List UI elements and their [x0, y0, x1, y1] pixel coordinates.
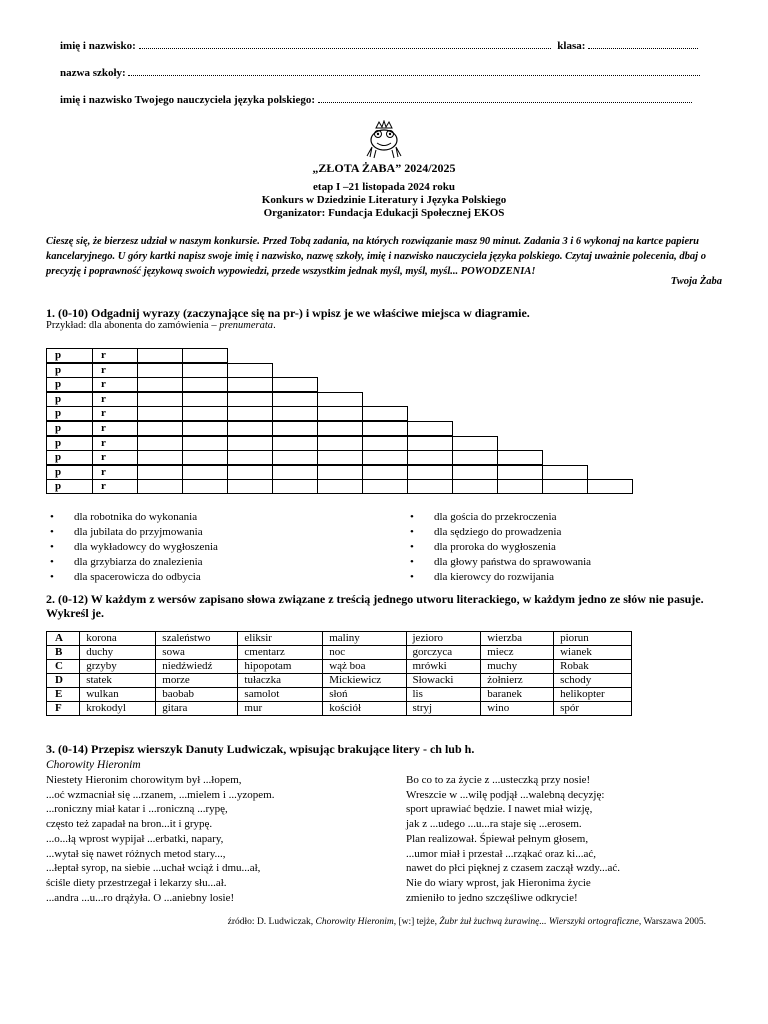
school-input-line[interactable]	[128, 75, 700, 76]
grid-cell[interactable]	[407, 421, 453, 436]
grid-cell[interactable]	[452, 436, 498, 451]
grid-cell[interactable]	[317, 465, 363, 480]
word-cell[interactable]: jezioro	[406, 632, 481, 646]
grid-cell[interactable]	[137, 348, 183, 363]
poem-line: Nie do wiary wprost, jak Hieronima życie	[406, 876, 591, 889]
poem-line: ...o...łą wprost wypijał ...erbatki, napary,	[46, 832, 224, 845]
word-cell[interactable]: tułaczka	[238, 674, 323, 688]
grid-cell[interactable]: p	[46, 363, 93, 378]
word-cell[interactable]: piorun	[554, 632, 632, 646]
contest-title: „ZŁOTA ŻABA” 2024/2025	[312, 161, 456, 175]
clue-item: • dla spacerowicza do odbycia	[46, 570, 366, 585]
grid-cell[interactable]: p	[46, 406, 93, 421]
word-cell[interactable]: muchy	[481, 660, 554, 674]
word-cell[interactable]: mur	[238, 702, 323, 716]
grid-cell[interactable]: p	[46, 421, 93, 436]
grid-cell[interactable]	[272, 479, 318, 494]
grid-cell[interactable]	[182, 392, 228, 407]
grid-cell[interactable]	[407, 436, 453, 451]
row-label: C	[47, 660, 80, 674]
row-label: A	[47, 632, 80, 646]
grid-cell[interactable]	[137, 392, 183, 407]
source-mid: , [w:] tejże,	[393, 917, 440, 927]
grid-cell[interactable]	[182, 450, 228, 465]
word-cell[interactable]: stryj	[406, 702, 481, 716]
grid-cell[interactable]	[227, 406, 273, 421]
word-cell[interactable]: wulkan	[80, 688, 156, 702]
name-field-row	[60, 40, 698, 52]
grid-cell[interactable]	[137, 450, 183, 465]
grid-cell[interactable]	[317, 406, 363, 421]
grid-cell[interactable]	[182, 406, 228, 421]
grid-cell[interactable]	[227, 479, 273, 494]
grid-cell[interactable]	[272, 465, 318, 480]
grid-cell[interactable]	[452, 479, 498, 494]
teacher-input-line[interactable]	[318, 102, 692, 103]
grid-cell[interactable]	[272, 436, 318, 451]
words-table	[46, 631, 632, 716]
name-label: imię i nazwisko:	[60, 40, 136, 52]
grid-cell[interactable]: r	[92, 363, 138, 378]
word-cell[interactable]: wierzba	[481, 632, 554, 646]
poem-line: ściśle diety przestrzegał i lekarzy słu...ał.	[46, 876, 227, 889]
word-cell[interactable]: statek	[80, 674, 156, 688]
row-label: B	[47, 646, 80, 660]
word-cell[interactable]: helikopter	[554, 688, 632, 702]
grid-cell[interactable]	[497, 465, 543, 480]
q1-example	[46, 320, 276, 331]
grid-cell[interactable]: p	[46, 392, 93, 407]
class-input-line[interactable]	[588, 48, 698, 49]
word-cell[interactable]: miecz	[481, 646, 554, 660]
word-cell[interactable]: Robak	[554, 660, 632, 674]
poem-title: Chorowity Hieronim	[46, 759, 141, 771]
grid-cell[interactable]	[182, 363, 228, 378]
poem-line: ...umor miał i przestał ...rząkać oraz ki...ać,	[406, 847, 596, 860]
grid-cell[interactable]	[137, 465, 183, 480]
contest-name: Konkurs w Dziedzinie Literatury i Języka Polskiego	[261, 194, 507, 206]
poem-line: Plan realizował. Śpiewał pełnym głosem,	[406, 832, 589, 845]
word-cell[interactable]: wąż boa	[323, 660, 406, 674]
grid-cell[interactable]	[542, 479, 588, 494]
grid-cell[interactable]: r	[92, 377, 138, 392]
grid-cell[interactable]	[182, 421, 228, 436]
grid-cell[interactable]	[362, 465, 408, 480]
grid-cell[interactable]	[362, 479, 408, 494]
row-label: D	[47, 674, 80, 688]
poem-line: Niestety Hieronim chorowitym był ...łopem,	[46, 774, 242, 786]
poem-right-column	[406, 773, 620, 905]
clue-item: • dla robotnika do wykonania	[46, 510, 366, 525]
clue-item: • dla gościa do przekroczenia	[406, 510, 726, 525]
grid-cell[interactable]	[137, 377, 183, 392]
grid-cell[interactable]: r	[92, 348, 138, 363]
grid-cell[interactable]	[227, 363, 273, 378]
q1-example-answer: prenumerata	[219, 320, 274, 331]
word-cell[interactable]: maliny	[323, 632, 406, 646]
word-cell[interactable]: cmentarz	[238, 646, 323, 660]
grid-cell[interactable]	[317, 450, 363, 465]
word-cell[interactable]: eliksir	[238, 632, 323, 646]
frog-crown-icon	[362, 120, 406, 160]
grid-cell[interactable]: r	[92, 406, 138, 421]
intro-text: Cieszę się, że bierzesz udział w naszym konkursie. Przed Tobą zadania, na których rozwiązanie masz 90 minut. Zadania 3 i 6 wykonaj na kartce papieru kancelaryjnego. U góry kartki napisz swoje imię i nazwisko, nazwę szkoły, imię i nazwisko nauczyciela języka polskiego. Czytaj uważnie polecenia, dbaj o precyzję i poprawność językową swoich wypowiedzi, przede wszystkim jednak myśl, myśl, myśl... POWODZENIA!	[46, 236, 706, 277]
word-cell[interactable]: Słowacki	[406, 674, 481, 688]
poem-line: zmieniło to jedno szczęśliwe odkrycie!	[406, 891, 578, 904]
grid-cell[interactable]	[137, 406, 183, 421]
grid-cell[interactable]	[587, 479, 633, 494]
grid-cell[interactable]	[317, 479, 363, 494]
poem-line: ...roniczny miał katar i ...roniczną ...rypę,	[46, 803, 228, 816]
q3-title: 3. (0-14) Przepisz wierszyk Danuty Ludwiczak, wpisując brakujące litery - ch lub h.	[46, 742, 475, 756]
table-row	[47, 632, 632, 646]
grid-cell[interactable]	[497, 450, 543, 465]
table-row	[47, 674, 632, 688]
word-cell[interactable]: samolot	[238, 688, 323, 702]
word-cell[interactable]: słoń	[323, 688, 406, 702]
grid-cell[interactable]: r	[92, 465, 138, 480]
word-cell[interactable]: duchy	[80, 646, 156, 660]
word-cell[interactable]: korona	[80, 632, 156, 646]
source-citation	[228, 917, 706, 927]
row-label: E	[47, 688, 80, 702]
q1-clues-right	[406, 510, 726, 585]
grid-cell[interactable]	[317, 421, 363, 436]
grid-cell[interactable]: p	[46, 436, 93, 451]
grid-cell[interactable]	[137, 363, 183, 378]
poem-line: sport uprawiać będzie. I nawet miał wizję,	[406, 803, 593, 816]
table-row	[47, 660, 632, 674]
source-book: Żubr żuł żuchwą żurawinę... Wierszyki ortograficzne	[439, 917, 639, 927]
grid-cell[interactable]	[227, 436, 273, 451]
grid-cell[interactable]	[272, 421, 318, 436]
poem-line: jak z ...udego ...u...ra staje się ...erosem.	[406, 818, 582, 831]
row-label: F	[47, 702, 80, 716]
teacher-label: imię i nazwisko Twojego nauczyciela języka polskiego:	[60, 94, 316, 106]
q2-title: 2. (0-12) W każdym z wersów zapisano słowa związane z treścią jednego utworu literackiego, w każdym jedno ze słów nie pasuje. Wykreśl je.	[46, 592, 704, 620]
grid-cell[interactable]	[137, 479, 183, 494]
poem-line: Wreszcie w ...wilę podjął ...walebną decyzję:	[406, 788, 605, 801]
clue-item: • dla jubilata do przyjmowania	[46, 525, 366, 540]
grid-cell[interactable]	[407, 479, 453, 494]
table-row	[47, 646, 632, 660]
grid-cell[interactable]	[137, 421, 183, 436]
grid-cell[interactable]: r	[92, 392, 138, 407]
clue-item: • dla proroka do wygłoszenia	[406, 540, 726, 555]
grid-cell[interactable]	[317, 392, 363, 407]
q1-example-suffix: .	[273, 320, 276, 331]
word-cell[interactable]: niedźwiedź	[156, 660, 238, 674]
grid-cell[interactable]	[452, 465, 498, 480]
word-cell[interactable]: sowa	[156, 646, 238, 660]
word-cell[interactable]: gorczyca	[406, 646, 481, 660]
grid-cell[interactable]	[182, 377, 228, 392]
grid-cell[interactable]	[542, 465, 588, 480]
source-title: Chorowity Hieronim	[315, 917, 394, 927]
poem-line: często też zapadał na bron...it i grypę.	[46, 818, 213, 831]
word-cell[interactable]: spór	[554, 702, 632, 716]
grid-cell[interactable]: p	[46, 377, 93, 392]
grid-cell[interactable]: p	[46, 450, 93, 465]
grid-cell[interactable]	[182, 465, 228, 480]
grid-cell[interactable]	[407, 465, 453, 480]
grid-cell[interactable]: r	[92, 421, 138, 436]
grid-cell[interactable]: p	[46, 465, 93, 480]
clue-item: • dla głowy państwa do sprawowania	[406, 555, 726, 570]
contest-stage: etap I –21 listopada 2024 roku	[313, 181, 455, 193]
grid-cell[interactable]	[317, 436, 363, 451]
word-cell[interactable]: krokodyl	[80, 702, 156, 716]
poem-line: ...łeptał syrop, na siebie ...uchał wciąż i dmu...ał,	[46, 862, 261, 875]
grid-cell[interactable]	[362, 436, 408, 451]
grid-cell[interactable]: r	[92, 450, 138, 465]
word-cell[interactable]: mrówki	[406, 660, 481, 674]
q1-clues-left	[46, 510, 366, 585]
word-cell[interactable]: gitara	[156, 702, 238, 716]
poem-line: Bo co to za życie z ...usteczką przy nosie!	[406, 774, 591, 786]
source-prefix: źródło: D. Ludwiczak,	[227, 917, 316, 927]
word-cell[interactable]: żołnierz	[481, 674, 554, 688]
word-cell[interactable]: wianek	[554, 646, 632, 660]
table-row	[47, 688, 632, 702]
grid-cell[interactable]	[227, 450, 273, 465]
grid-cell[interactable]	[227, 377, 273, 392]
grid-cell[interactable]	[227, 465, 273, 480]
grid-cell[interactable]	[227, 421, 273, 436]
grid-cell[interactable]	[362, 421, 408, 436]
intro-signature: Twoja Żaba	[670, 276, 722, 287]
word-cell[interactable]: lis	[406, 688, 481, 702]
grid-cell[interactable]: p	[46, 479, 93, 494]
table-row	[47, 702, 632, 716]
clue-item: • dla wykładowcy do wygłoszenia	[46, 540, 366, 555]
word-cell[interactable]: morze	[156, 674, 238, 688]
grid-cell[interactable]	[137, 436, 183, 451]
q1-title: 1. (0-10) Odgadnij wyrazy (zaczynające się na pr-) i wpisz je we właściwe miejsca w diagramie.	[46, 306, 530, 320]
word-cell[interactable]: noc	[323, 646, 406, 660]
clue-item: • dla sędziego do prowadzenia	[406, 525, 726, 540]
grid-cell[interactable]	[272, 406, 318, 421]
poem-line: ...oć wzmacniał się ...rzanem, ...mielem i ...yzopem.	[46, 788, 275, 801]
clue-item: • dla grzybiarza do znalezienia	[46, 555, 366, 570]
school-field-row	[60, 67, 700, 79]
word-cell[interactable]: grzyby	[80, 660, 156, 674]
grid-cell[interactable]	[497, 479, 543, 494]
grid-cell[interactable]	[272, 450, 318, 465]
name-input-line[interactable]	[139, 48, 551, 49]
grid-cell[interactable]	[452, 450, 498, 465]
word-cell[interactable]: wino	[481, 702, 554, 716]
word-cell[interactable]: szaleństwo	[156, 632, 238, 646]
grid-cell[interactable]	[362, 406, 408, 421]
class-label: klasa:	[557, 40, 586, 52]
word-cell[interactable]: schody	[554, 674, 632, 688]
poem-line: ...wytał się nawet różnych metod stary...,	[46, 847, 226, 860]
grid-cell[interactable]	[182, 436, 228, 451]
grid-cell[interactable]	[272, 377, 318, 392]
grid-cell[interactable]	[407, 450, 453, 465]
poem-line: ...andra ...u...ro drążyła. O ...aniebny losie!	[46, 891, 235, 904]
word-cell[interactable]: baobab	[156, 688, 238, 702]
grid-cell[interactable]: r	[92, 479, 138, 494]
grid-cell[interactable]	[362, 450, 408, 465]
teacher-field-row	[60, 94, 692, 106]
word-cell[interactable]: kościół	[323, 702, 406, 716]
grid-cell[interactable]: p	[46, 348, 93, 363]
school-label: nazwa szkoły:	[60, 67, 126, 79]
source-suffix: , Warszawa 2005.	[638, 917, 706, 927]
word-cell[interactable]: Mickiewicz	[323, 674, 406, 688]
contest-organizer: Organizator: Fundacja Edukacji Społecznej EKOS	[263, 207, 505, 219]
q1-example-prefix: Przykład: dla abonenta do zamówienia –	[46, 320, 220, 331]
word-cell[interactable]: hipopotam	[238, 660, 323, 674]
grid-cell[interactable]	[182, 348, 228, 363]
clue-item: • dla kierowcy do rozwijania	[406, 570, 726, 585]
poem-left-column	[46, 773, 274, 905]
grid-cell[interactable]	[227, 392, 273, 407]
poem-line: nawet do płci pięknej z czasem zaczął wzdy...ać.	[406, 862, 620, 875]
grid-cell[interactable]	[272, 392, 318, 407]
word-cell[interactable]: baranek	[481, 688, 554, 702]
grid-cell[interactable]: r	[92, 436, 138, 451]
grid-cell[interactable]	[182, 479, 228, 494]
